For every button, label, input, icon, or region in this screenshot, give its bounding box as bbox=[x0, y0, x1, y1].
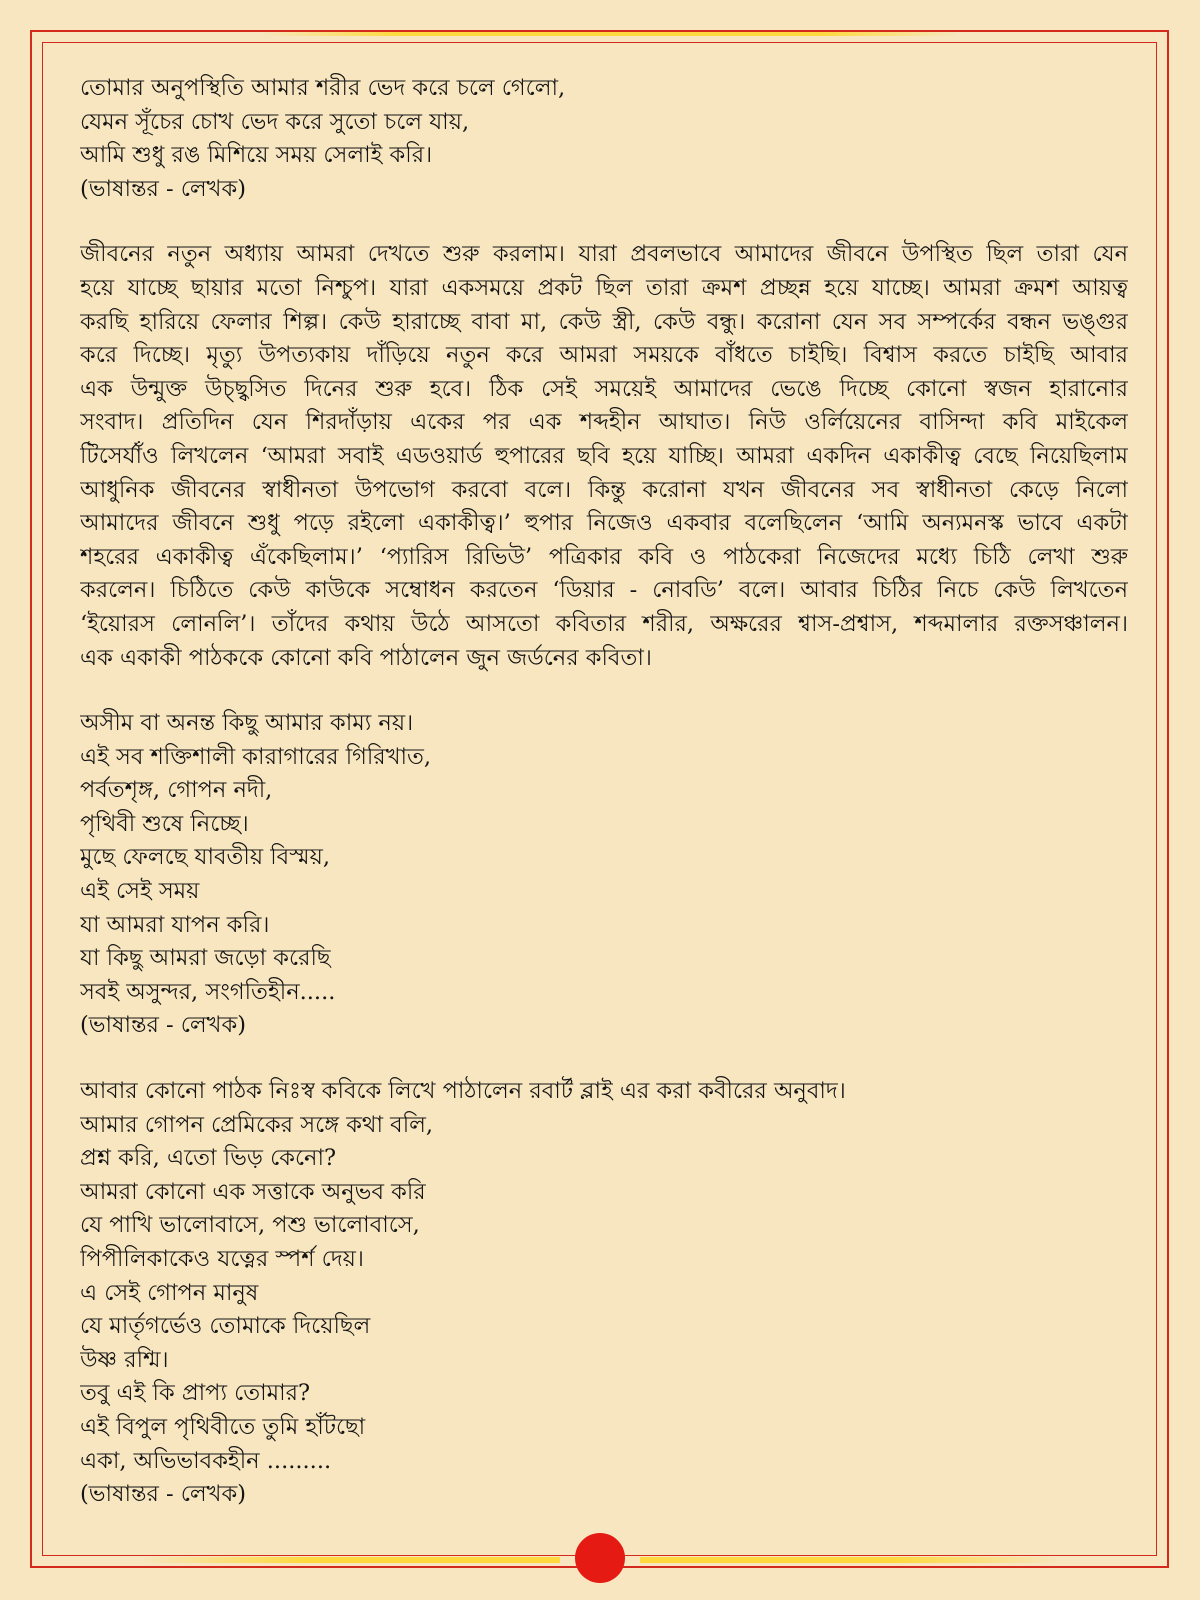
intro-line: আবার কোনো পাঠক নিঃস্ব কবিকে লিখে পাঠালেন রবার্ট ব্লাই এর করা কবীরের অনুবাদ। bbox=[80, 1078, 846, 1105]
paragraph-line: জীবনের নতুন অধ্যায় আমরা দেখতে শুরু করলাম। যারা প্রবলভাবে আমাদের জীবনে উপস্থিত ছিল তারা যেন bbox=[80, 241, 1128, 268]
attribution: (ভাষান্তর - লেখক) bbox=[80, 175, 246, 202]
prose-paragraph bbox=[80, 238, 1128, 675]
attribution: (ভাষান্তর - লেখক) bbox=[80, 1012, 246, 1039]
poem-line: আমার গোপন প্রেমিকের সঙ্গে কথা বলি, bbox=[80, 1111, 434, 1138]
poem-line: পিপীলিকাকেও যত্নের স্পর্শ দেয়। bbox=[80, 1246, 364, 1272]
poem-line: যেমন সূঁচের চোখ ভেদ করে সুতো চলে যায়, bbox=[80, 108, 470, 135]
poem-stanza-2 bbox=[80, 707, 1128, 1043]
poem-line: একা, অভিভাবকহীন ......... bbox=[80, 1447, 332, 1474]
poem-line: যে পাখি ভালোবাসে, পশু ভালোবাসে, bbox=[80, 1212, 420, 1239]
paragraph-line: শহরের একাকীত্ব এঁকেছিলাম।’ ‘প্যারিস রিভিউ’ পত্রিকার কবি ও পাঠকেরা নিজেদের মধ্যে চিঠি লেখা শুরু bbox=[80, 543, 1128, 570]
poem-line: তোমার অনুপস্থিতি আমার শরীর ভেদ করে চলে গেলো, bbox=[80, 75, 566, 101]
poem-line: পৃথিবী শুষে নিচ্ছে। bbox=[80, 810, 249, 837]
poem-line: প্রশ্ন করি, এতো ভিড় কেনো? bbox=[80, 1145, 337, 1172]
paragraph-line: আধুনিক জীবনের স্বাধীনতা উপভোগ করবো বলে। কিন্তু করোনা যখন জীবনের সব স্বাধীনতা কেড়ে নিলো bbox=[80, 476, 1128, 503]
paragraph-line: ‘ইয়োরস লোনলি’। তাঁদের কথায় উঠে আসতো কবিতার শরীর, অক্ষরের শ্বাস-প্রশ্বাস, শব্দমালার রক্তসঞ্চালন। bbox=[80, 610, 1128, 637]
poem-line: যা আমরা যাপন করি। bbox=[80, 911, 270, 938]
paragraph-line: হয়ে যাচ্ছে ছায়ার মতো নিশ্চুপ। যারা একসময়ে প্রকট ছিল তারা ক্রমশ প্রচ্ছন্ন হয়ে যাচ্ছে। আমরা ক্রমশ আয়ত্ব bbox=[80, 274, 1128, 301]
paragraph-line: করছি হারিয়ে ফেলার শিল্প। কেউ হারাচ্ছে বাবা মা, কেউ স্ত্রী, কেউ বন্ধু। করোনা যেন সব সম্পর্কের বন্ধন ভঙ্গুর bbox=[80, 308, 1128, 335]
paragraph-line: করে দিচ্ছে। মৃত্যু উপত্যকায় দাঁড়িয়ে নতুন করে আমরা সময়কে বাঁধতে চাইছি। বিশ্বাস করতে চাইছি আবার bbox=[80, 342, 1128, 369]
poem-line: এই সব শক্তিশালী কারাগারের গিরিখাত, bbox=[80, 743, 432, 770]
poem-stanza-1 bbox=[80, 72, 1128, 206]
poem-line: আমরা কোনো এক সত্তাকে অনুভব করি bbox=[80, 1178, 426, 1205]
attribution: (ভাষান্তর - লেখক) bbox=[80, 1481, 246, 1508]
poem-line: যা কিছু আমরা জড়ো করেছি bbox=[80, 945, 331, 972]
red-dot-ornament bbox=[575, 1533, 625, 1583]
poem-line: উষ্ণ রশ্মি। bbox=[80, 1346, 169, 1373]
bottom-gold-line-right bbox=[640, 1557, 1060, 1563]
poem-line: এই সেই সময় bbox=[80, 878, 200, 905]
paragraph-line: এক উন্মুক্ত উচ্ছ্বসিত দিনের শুরু হবে। ঠিক সেই সময়েই আমাদের ভেঙে দিচ্ছে কোনো স্বজন হারানোর bbox=[80, 375, 1128, 402]
paragraph-line: এক একাকী পাঠককে কোনো কবি পাঠালেন জুন জর্ডনের কবিতা। bbox=[80, 644, 652, 671]
poem-line: এ সেই গোপন মানুষ bbox=[80, 1279, 259, 1306]
poem-line: মুছে ফেলছে যাবতীয় বিস্ময়, bbox=[80, 844, 330, 871]
paragraph-line: আমাদের জীবনে শুধু পড়ে রইলো একাকীত্ব।’ হুপার নিজেও একবার বলেছিলেন ‘আমি অন্যমনস্ক ভাবে একটা bbox=[80, 510, 1128, 537]
poem-line: সবই অসুন্দর, সংগতিহীন..... bbox=[80, 978, 336, 1005]
poem-line: তবু এই কি প্রাপ্য তোমার? bbox=[80, 1380, 311, 1407]
poem-stanza-3 bbox=[80, 1075, 1128, 1512]
poem-line: পর্বতশৃঙ্গ, গোপন নদী, bbox=[80, 777, 273, 804]
paragraph-line: করলেন। চিঠিতে কেউ কাউকে সম্বোধন করতেন ‘ডিয়ার - নোবডি’ বলে। আবার চিঠির নিচে কেউ লিখতেন bbox=[80, 577, 1128, 604]
poem-line: অসীম বা অনন্ত কিছু আমার কাম্য নয়। bbox=[80, 710, 414, 737]
poem-line: যে মার্তৃগর্ভেও তোমাকে দিয়েছিল bbox=[80, 1313, 371, 1340]
page-text bbox=[80, 72, 1128, 1512]
paragraph-line: সংবাদ। প্রতিদিন যেন শিরদাঁড়ায় একের পর এক শব্দহীন আঘাত। নিউ ওর্লিয়েনের বাসিন্দা কবি মাইকেল bbox=[80, 409, 1128, 436]
poem-line: এই বিপুল পৃথিবীতে তুমি হাঁটছো bbox=[80, 1413, 366, 1440]
poem-line: আমি শুধু রঙ মিশিয়ে সময় সেলাই করি। bbox=[80, 142, 433, 169]
bottom-gold-line-left bbox=[140, 1557, 560, 1563]
paragraph-line: টিসের্যাঁও লিখলেন ‘আমরা সবাই এডওয়ার্ড হুপারের ছবি হয়ে যাচ্ছি। আমরা একদিন একাকীত্ব বেছে নিয়েছিলাম bbox=[80, 442, 1128, 469]
